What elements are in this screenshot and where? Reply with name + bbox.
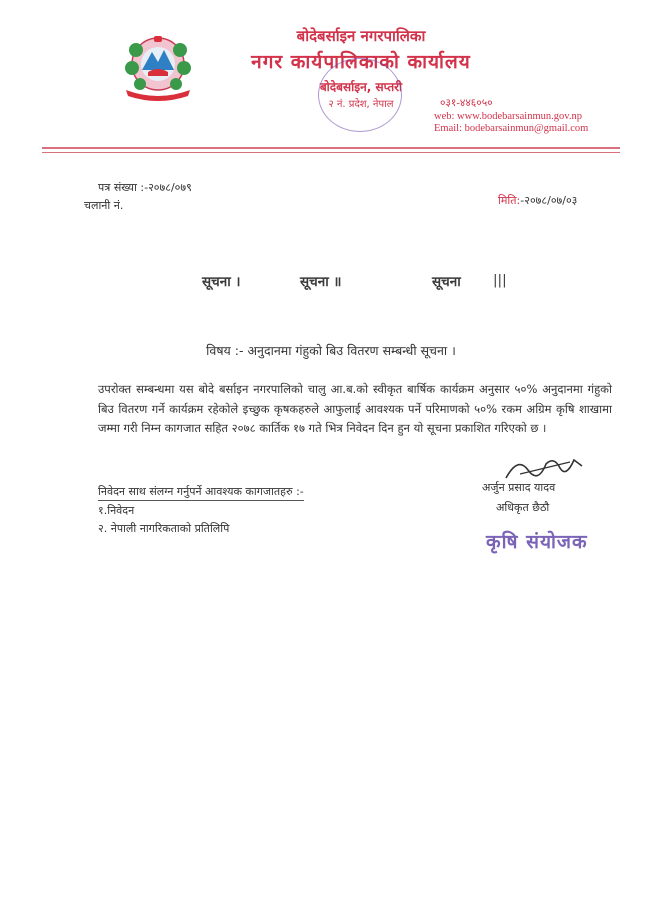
signatory-name: अर्जुन प्रसाद यादव	[482, 481, 556, 494]
date-label: मिति:	[498, 194, 521, 207]
office-name: नगर कार्यपालिकाको कार्यालय	[251, 51, 471, 73]
website-text: web: www.bodebarsainmun.gov.np	[434, 110, 582, 122]
signatory-title: अधिकृत छैठौ	[496, 501, 550, 514]
notice-heading-1: सूचना ।	[202, 274, 241, 290]
date-value: -२०७८/०७/०३	[520, 194, 578, 207]
subject-line: विषय :- अनुदानमा गंहुको बिउ वितरण सम्बन्धी सूचना ।	[206, 343, 456, 358]
notice-body: उपरोक्त सम्बन्धमा यस बोदे बर्साइन नगरपालिको चालु आ.ब.को स्वीकृत बार्षिक कार्यक्रम अनुसार ५०% अनुदानमा गंहुको बिउ वितरण गर्ने कार्यक्रम रहेकोले इच्छुक कृषकहरुले आफुलाई आवश्यक पर्ने परिमाणको ५०% रकम अग्रिम कृषि शाखामा जम्मा गरी निम्न कागजात सहित २०७८ कार्तिक १७ गते भित्र निवेदन दिन हुन यो सूचना प्रकाशित गरिएको छ ।	[98, 382, 612, 435]
contact-block	[434, 98, 588, 136]
signatory-stamp: कृषि संयोजक	[486, 531, 588, 553]
notice-heading-marks: |||	[493, 272, 507, 288]
dispatch-number: चलानी नं.	[84, 199, 124, 212]
letter-number: पत्र संख्या :-२०७८/०७९	[98, 181, 192, 194]
office-seal-stamp	[318, 58, 402, 132]
notice-heading-2: सूचना ॥	[300, 274, 342, 290]
office-province: २ नं. प्रदेश, नेपाल	[328, 99, 394, 110]
email-text: Email: bodebarsainmun@gmail.com	[434, 123, 589, 134]
phone-number: ०३१-४४६०५०	[440, 98, 493, 109]
office-location: बोदेबर्साइन, सप्तरी	[319, 80, 403, 94]
header-divider	[42, 147, 620, 149]
document-item: २. नेपाली नागरिकताको प्रतिलिपि	[98, 522, 230, 535]
date-line	[498, 193, 577, 208]
header-divider-thin	[42, 152, 620, 153]
municipality-name: बोदेबर्साइन नगरपालिका	[296, 27, 426, 45]
notice-heading-3: सूचना	[432, 274, 461, 290]
documents-title: निवेदन साथ संलग्न गर्नुपर्ने आवश्यक कागजातहरु :-	[98, 484, 304, 501]
document-item: १.निवेदन	[98, 504, 135, 517]
